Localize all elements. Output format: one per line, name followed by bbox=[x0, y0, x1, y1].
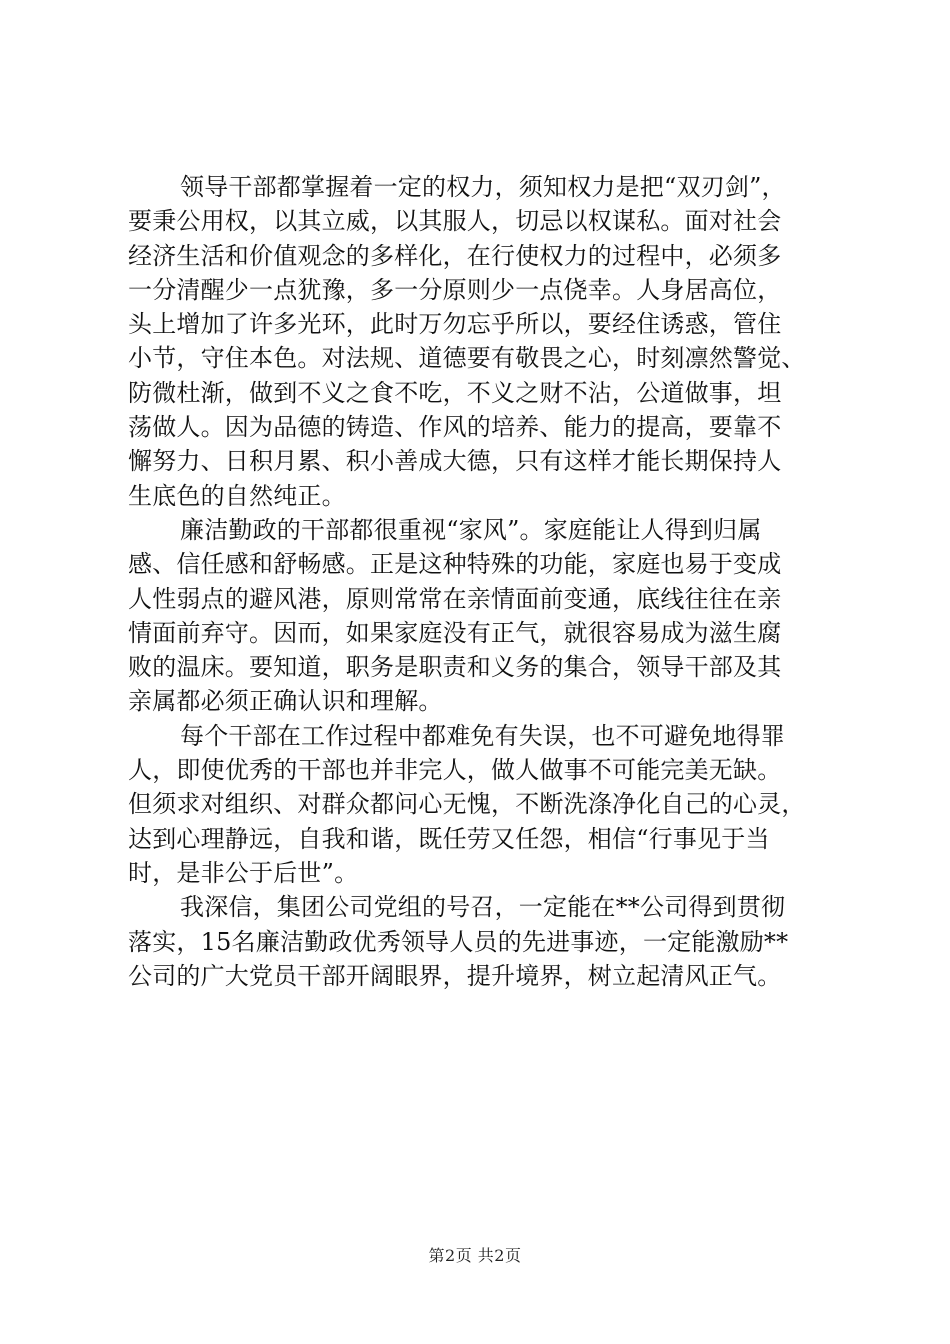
paragraph-line: 经济生活和价值观念的多样化，在行使权力的过程中，必须多 bbox=[128, 241, 782, 270]
paragraph-line: 情面前弃守。因而，如果家庭没有正气，就很容易成为滋生腐 bbox=[128, 618, 782, 647]
paragraph-line: 时，是非公于后世”。 bbox=[128, 858, 359, 887]
paragraph-line: 落实，15名廉洁勤政优秀领导人员的先进事迹，一定能激励** bbox=[128, 927, 789, 956]
paragraph-line: 小节，守住本色。对法规、道德要有敬畏之心，时刻凛然警觉、 bbox=[128, 344, 806, 373]
paragraph-line: 败的温床。要知道，职务是职责和义务的集合，领导干部及其 bbox=[128, 653, 782, 682]
paragraph-line: 公司的广大党员干部开阔眼界，提升境界，树立起清风正气。 bbox=[128, 961, 782, 990]
paragraph-line: 亲属都必须正确认识和理解。 bbox=[128, 687, 443, 716]
paragraph-line: 懈努力、日积月累、积小善成大德，只有这样才能长期保持人 bbox=[128, 447, 782, 476]
paragraph-line: 人性弱点的避风港，原则常常在亲情面前变通，底线往往在亲 bbox=[128, 584, 782, 613]
page-footer: 第2页 共2页 bbox=[428, 1246, 522, 1265]
paragraph-line: 荡做人。因为品德的铸造、作风的培养、能力的提高，要靠不 bbox=[128, 413, 782, 442]
paragraph-line: 防微杜渐，做到不义之食不吃，不义之财不沾，公道做事，坦 bbox=[128, 378, 782, 407]
paragraph-line: 要秉公用权，以其立威，以其服人，切忌以权谋私。面对社会 bbox=[128, 207, 782, 236]
paragraph-line: 领导干部都掌握着一定的权力，须知权力是把“双刃剑”， bbox=[180, 173, 786, 201]
paragraph-line: 头上增加了许多光环，此时万勿忘乎所以，要经住诱惑，管住 bbox=[128, 310, 782, 339]
paragraph-line: 但须求对组织、对群众都问心无愧，不断洗涤净化自己的心灵， bbox=[128, 790, 806, 819]
paragraph-line: 人，即使优秀的干部也并非完人，做人做事不可能完美无缺。 bbox=[128, 756, 782, 785]
paragraph-line: 达到心理静远，自我和谐，既任劳又任怨，相信“行事见于当 bbox=[128, 824, 770, 853]
paragraph-line: 每个干部在工作过程中都难免有失误，也不可避免地得罪 bbox=[180, 721, 785, 750]
paragraph-2 bbox=[128, 513, 848, 719]
paragraph-1 bbox=[128, 170, 848, 513]
document-body bbox=[128, 170, 848, 993]
paragraph-3 bbox=[128, 719, 848, 890]
paragraph-4 bbox=[128, 890, 848, 993]
paragraph-line: 廉洁勤政的干部都很重视“家风”。家庭能让人得到归属 bbox=[180, 515, 762, 544]
paragraph-line: 我深信，集团公司党组的号召，一定能在**公司得到贯彻 bbox=[180, 893, 786, 922]
paragraph-line: 一分清醒少一点犹豫，多一分原则少一点侥幸。人身居高位， bbox=[128, 275, 782, 304]
paragraph-line: 感、信任感和舒畅感。正是这种特殊的功能，家庭也易于变成 bbox=[128, 550, 782, 579]
paragraph-line: 生底色的自然纯正。 bbox=[128, 481, 346, 510]
